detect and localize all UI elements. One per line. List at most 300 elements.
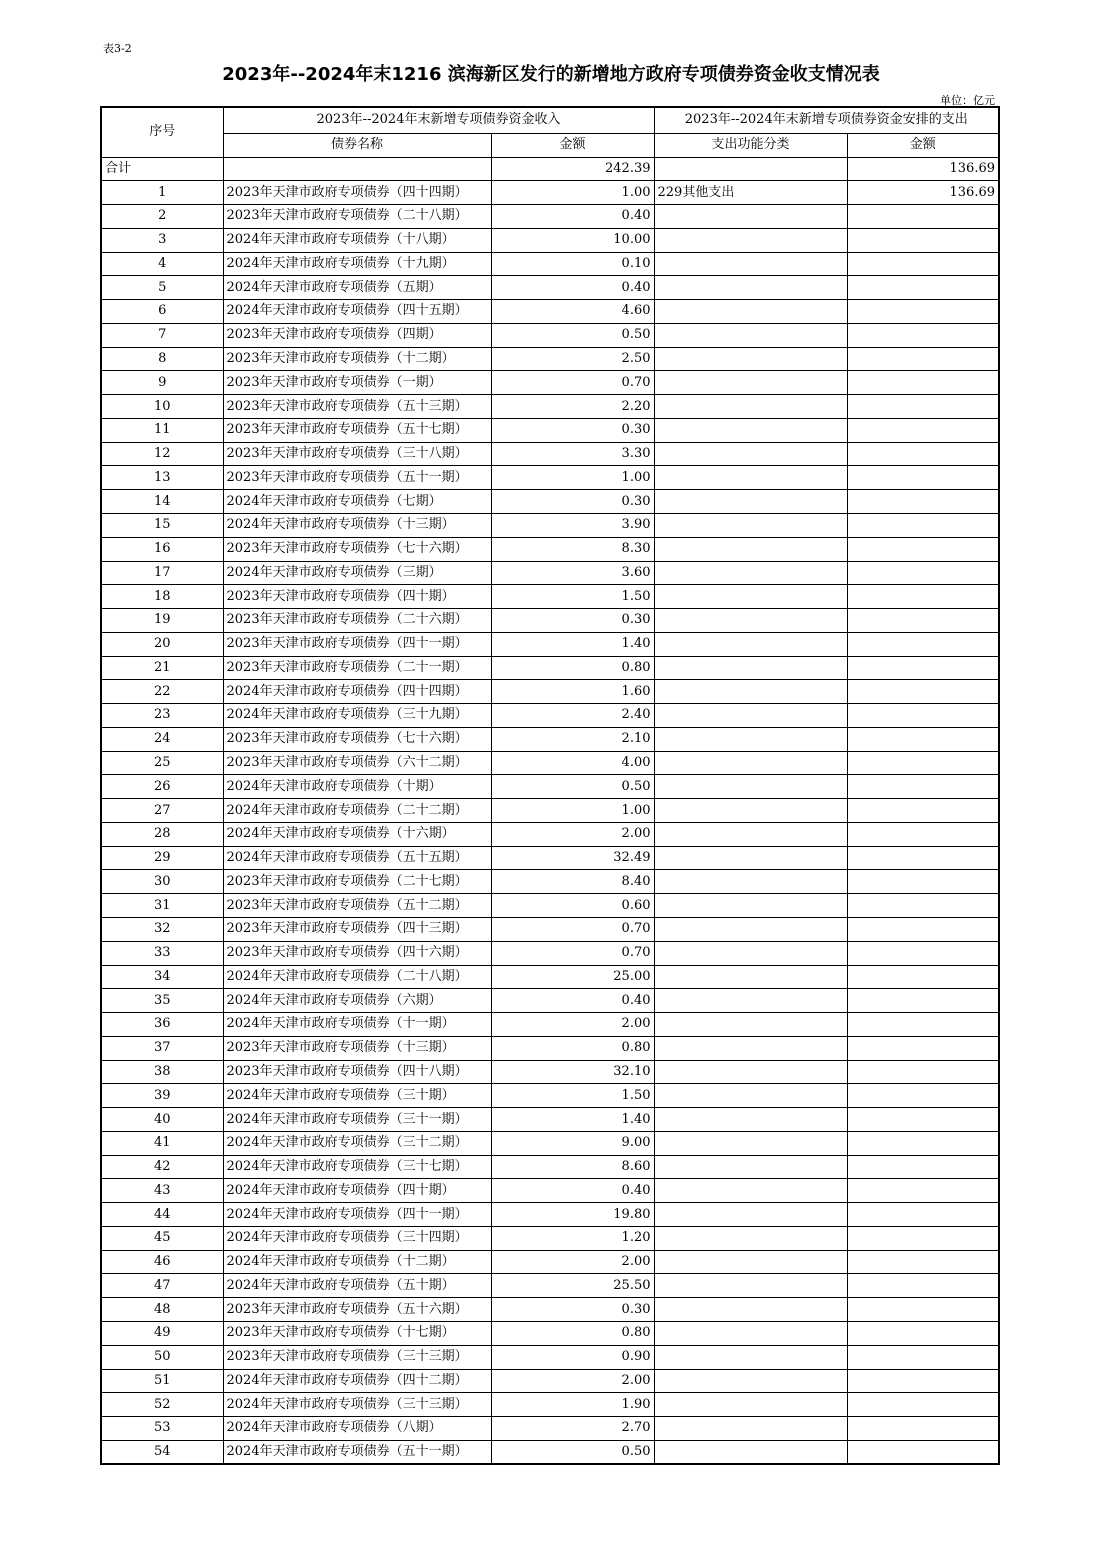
row-bond-name: 2023年天津市政府专项债券（七十六期）: [223, 537, 491, 561]
table-row: [101, 1036, 999, 1060]
row-amount2: [847, 1084, 999, 1108]
total-income: 242.39: [491, 157, 654, 181]
row-seq: 22: [101, 680, 223, 704]
row-amount2: [847, 632, 999, 656]
row-func-class: [654, 1131, 847, 1155]
row-func-class: [654, 1108, 847, 1132]
row-bond-name: 2024年天津市政府专项债券（四十五期）: [223, 300, 491, 324]
row-amount: 0.30: [491, 609, 654, 633]
table-row: [101, 323, 999, 347]
row-bond-name: 2024年天津市政府专项债券（八期）: [223, 1417, 491, 1441]
row-func-class: [654, 276, 847, 300]
row-seq: 13: [101, 466, 223, 490]
table-row: [101, 371, 999, 395]
row-seq: 47: [101, 1274, 223, 1298]
total-func-empty: [654, 157, 847, 181]
row-seq: 6: [101, 300, 223, 324]
row-amount2: [847, 680, 999, 704]
row-amount2: [847, 1322, 999, 1346]
row-amount: 4.00: [491, 751, 654, 775]
row-func-class: [654, 442, 847, 466]
row-func-class: [654, 300, 847, 324]
row-seq: 24: [101, 727, 223, 751]
row-amount2: [847, 585, 999, 609]
row-func-class: [654, 347, 847, 371]
table-row: [101, 395, 999, 419]
row-seq: 33: [101, 941, 223, 965]
row-amount2: [847, 228, 999, 252]
row-amount: 0.40: [491, 1179, 654, 1203]
row-amount2: [847, 561, 999, 585]
row-func-class: [654, 870, 847, 894]
table-row: [101, 989, 999, 1013]
row-bond-name: 2023年天津市政府专项债券（五十一期）: [223, 466, 491, 490]
row-seq: 1: [101, 181, 223, 205]
row-amount: 0.50: [491, 775, 654, 799]
row-seq: 35: [101, 989, 223, 1013]
header-amount2: 金额: [847, 133, 999, 157]
row-amount2: [847, 371, 999, 395]
row-amount: 1.50: [491, 585, 654, 609]
row-amount: 0.90: [491, 1345, 654, 1369]
row-amount2: [847, 347, 999, 371]
row-bond-name: 2024年天津市政府专项债券（三十一期）: [223, 1108, 491, 1132]
table-row: [101, 918, 999, 942]
row-func-class: [654, 1322, 847, 1346]
row-amount2: [847, 466, 999, 490]
row-amount: 1.00: [491, 799, 654, 823]
table-row: [101, 418, 999, 442]
row-bond-name: 2023年天津市政府专项债券（二十六期）: [223, 609, 491, 633]
row-bond-name: 2024年天津市政府专项债券（四十二期）: [223, 1369, 491, 1393]
row-amount: 1.90: [491, 1393, 654, 1417]
row-seq: 14: [101, 490, 223, 514]
row-func-class: [654, 1440, 847, 1464]
table-row: [101, 822, 999, 846]
row-amount: 8.40: [491, 870, 654, 894]
table-row: [101, 656, 999, 680]
row-amount2: [847, 418, 999, 442]
row-amount2: [847, 1298, 999, 1322]
row-amount2: [847, 1013, 999, 1037]
header-amount: 金额: [491, 133, 654, 157]
row-amount: 2.20: [491, 395, 654, 419]
row-bond-name: 2023年天津市政府专项债券（二十八期）: [223, 205, 491, 229]
header-expense-group: 2023年--2024年末新增专项债券资金安排的支出: [654, 107, 999, 133]
row-seq: 45: [101, 1226, 223, 1250]
row-seq: 25: [101, 751, 223, 775]
row-amount: 9.00: [491, 1131, 654, 1155]
row-func-class: [654, 252, 847, 276]
row-amount2: [847, 323, 999, 347]
unit-label: 单位：亿元: [940, 94, 995, 107]
row-amount: 8.60: [491, 1155, 654, 1179]
row-bond-name: 2023年天津市政府专项债券（五十七期）: [223, 418, 491, 442]
table-row: [101, 680, 999, 704]
table-row: [101, 347, 999, 371]
row-func-class: [654, 1298, 847, 1322]
row-amount: 1.60: [491, 680, 654, 704]
row-seq: 2: [101, 205, 223, 229]
table-number: 表3-2: [103, 42, 132, 55]
table-row: [101, 490, 999, 514]
row-amount: 0.10: [491, 252, 654, 276]
row-func-class: [654, 1013, 847, 1037]
page-title: 2023年--2024年末1216 滨海新区发行的新增地方政府专项债券资金收支情况表: [222, 64, 880, 85]
row-seq: 12: [101, 442, 223, 466]
table-row: [101, 846, 999, 870]
row-amount: 2.40: [491, 704, 654, 728]
row-bond-name: 2023年天津市政府专项债券（四十期）: [223, 585, 491, 609]
row-bond-name: 2023年天津市政府专项债券（四期）: [223, 323, 491, 347]
row-amount: 0.30: [491, 490, 654, 514]
row-seq: 39: [101, 1084, 223, 1108]
row-bond-name: 2024年天津市政府专项债券（四十期）: [223, 1179, 491, 1203]
row-seq: 44: [101, 1203, 223, 1227]
row-amount2: [847, 846, 999, 870]
row-bond-name: 2024年天津市政府专项债券（十六期）: [223, 822, 491, 846]
table-row: [101, 1345, 999, 1369]
row-seq: 20: [101, 632, 223, 656]
row-amount: 0.80: [491, 1322, 654, 1346]
row-bond-name: 2024年天津市政府专项债券（十八期）: [223, 228, 491, 252]
table-row: [101, 442, 999, 466]
row-amount: 0.80: [491, 1036, 654, 1060]
row-func-class: [654, 1345, 847, 1369]
table-row: [101, 1179, 999, 1203]
table-row: [101, 561, 999, 585]
row-amount2: [847, 1108, 999, 1132]
row-bond-name: 2023年天津市政府专项债券（十二期）: [223, 347, 491, 371]
row-func-class: [654, 894, 847, 918]
row-bond-name: 2023年天津市政府专项债券（二十七期）: [223, 870, 491, 894]
header-func-class: 支出功能分类: [654, 133, 847, 157]
total-row: [101, 157, 999, 181]
row-amount2: [847, 1417, 999, 1441]
row-amount2: [847, 276, 999, 300]
row-seq: 36: [101, 1013, 223, 1037]
row-seq: 41: [101, 1131, 223, 1155]
row-amount: 0.50: [491, 1440, 654, 1464]
row-seq: 52: [101, 1393, 223, 1417]
row-amount: 0.70: [491, 371, 654, 395]
row-seq: 5: [101, 276, 223, 300]
row-amount2: [847, 870, 999, 894]
table-row: [101, 1060, 999, 1084]
table-row: [101, 1417, 999, 1441]
row-amount2: [847, 775, 999, 799]
row-func-class: [654, 1393, 847, 1417]
row-seq: 48: [101, 1298, 223, 1322]
table-row: [101, 1155, 999, 1179]
table-row: [101, 965, 999, 989]
row-bond-name: 2024年天津市政府专项债券（三十期）: [223, 1084, 491, 1108]
row-bond-name: 2023年天津市政府专项债券（二十一期）: [223, 656, 491, 680]
row-amount: 2.00: [491, 822, 654, 846]
row-seq: 3: [101, 228, 223, 252]
row-func-class: [654, 1417, 847, 1441]
header-row-top: [101, 107, 999, 133]
row-amount2: [847, 537, 999, 561]
row-amount: 2.50: [491, 347, 654, 371]
row-bond-name: 2024年天津市政府专项债券（十三期）: [223, 513, 491, 537]
table-row: [101, 513, 999, 537]
row-amount: 0.70: [491, 941, 654, 965]
row-amount: 1.00: [491, 181, 654, 205]
table-row: [101, 1322, 999, 1346]
row-bond-name: 2023年天津市政府专项债券（四十三期）: [223, 918, 491, 942]
table-row: [101, 704, 999, 728]
total-label: 合计: [101, 157, 223, 181]
total-empty: [223, 157, 491, 181]
row-amount2: [847, 1155, 999, 1179]
row-func-class: [654, 1060, 847, 1084]
table-row: [101, 1203, 999, 1227]
row-amount2: [847, 1274, 999, 1298]
table-row: [101, 1084, 999, 1108]
row-func-class: [654, 371, 847, 395]
row-bond-name: 2024年天津市政府专项债券（五十五期）: [223, 846, 491, 870]
row-amount2: [847, 751, 999, 775]
row-func-class: [654, 323, 847, 347]
row-seq: 21: [101, 656, 223, 680]
total-expense: 136.69: [847, 157, 999, 181]
row-func-class: [654, 680, 847, 704]
row-bond-name: 2023年天津市政府专项债券（十三期）: [223, 1036, 491, 1060]
table-row: [101, 252, 999, 276]
row-func-class: [654, 561, 847, 585]
row-amount2: [847, 1226, 999, 1250]
row-func-class: [654, 1155, 847, 1179]
row-amount: 3.60: [491, 561, 654, 585]
row-seq: 8: [101, 347, 223, 371]
row-seq: 4: [101, 252, 223, 276]
row-seq: 29: [101, 846, 223, 870]
row-amount: 0.50: [491, 323, 654, 347]
row-seq: 18: [101, 585, 223, 609]
row-bond-name: 2024年天津市政府专项债券（三十九期）: [223, 704, 491, 728]
row-bond-name: 2023年天津市政府专项债券（四十四期）: [223, 181, 491, 205]
row-seq: 34: [101, 965, 223, 989]
row-func-class: [654, 466, 847, 490]
table-row: [101, 1226, 999, 1250]
row-func-class: [654, 751, 847, 775]
row-amount: 0.30: [491, 418, 654, 442]
row-func-class: [654, 490, 847, 514]
row-bond-name: 2023年天津市政府专项债券（五十二期）: [223, 894, 491, 918]
row-func-class: [654, 228, 847, 252]
row-bond-name: 2024年天津市政府专项债券（四十一期）: [223, 1203, 491, 1227]
row-seq: 43: [101, 1179, 223, 1203]
table-row: [101, 609, 999, 633]
row-func-class: [654, 1226, 847, 1250]
row-amount: 1.50: [491, 1084, 654, 1108]
row-bond-name: 2023年天津市政府专项债券（五十三期）: [223, 395, 491, 419]
table-row: [101, 1108, 999, 1132]
row-amount: 1.40: [491, 1108, 654, 1132]
row-amount: 0.30: [491, 1298, 654, 1322]
row-func-class: [654, 537, 847, 561]
row-func-class: [654, 846, 847, 870]
row-bond-name: 2023年天津市政府专项债券（七十六期）: [223, 727, 491, 751]
table-row: [101, 775, 999, 799]
row-func-class: [654, 1036, 847, 1060]
row-amount: 4.60: [491, 300, 654, 324]
row-amount2: [847, 1203, 999, 1227]
row-amount: 2.70: [491, 1417, 654, 1441]
row-func-class: [654, 799, 847, 823]
row-bond-name: 2024年天津市政府专项债券（四十四期）: [223, 680, 491, 704]
table-row: [101, 870, 999, 894]
row-func-class: [654, 205, 847, 229]
row-amount: 32.49: [491, 846, 654, 870]
row-amount: 8.30: [491, 537, 654, 561]
row-seq: 16: [101, 537, 223, 561]
row-func-class: [654, 704, 847, 728]
row-seq: 11: [101, 418, 223, 442]
row-func-class: [654, 727, 847, 751]
row-func-class: 229其他支出: [654, 181, 847, 205]
row-seq: 23: [101, 704, 223, 728]
table-row: [101, 1369, 999, 1393]
row-amount2: [847, 252, 999, 276]
row-amount: 25.50: [491, 1274, 654, 1298]
row-amount2: [847, 1369, 999, 1393]
row-seq: 31: [101, 894, 223, 918]
row-seq: 9: [101, 371, 223, 395]
row-func-class: [654, 1179, 847, 1203]
row-amount: 25.00: [491, 965, 654, 989]
row-func-class: [654, 395, 847, 419]
row-amount2: [847, 727, 999, 751]
row-seq: 51: [101, 1369, 223, 1393]
row-bond-name: 2024年天津市政府专项债券（十九期）: [223, 252, 491, 276]
row-amount2: [847, 395, 999, 419]
row-amount2: [847, 1393, 999, 1417]
row-bond-name: 2024年天津市政府专项债券（二十八期）: [223, 965, 491, 989]
table-row: [101, 799, 999, 823]
row-func-class: [654, 989, 847, 1013]
table-row: [101, 537, 999, 561]
table-row: [101, 1393, 999, 1417]
header-income-group: 2023年--2024年末新增专项债券资金收入: [223, 107, 654, 133]
row-func-class: [654, 632, 847, 656]
row-amount2: [847, 1440, 999, 1464]
row-seq: 32: [101, 918, 223, 942]
row-bond-name: 2023年天津市政府专项债券（五十六期）: [223, 1298, 491, 1322]
row-func-class: [654, 1369, 847, 1393]
table-row: [101, 181, 999, 205]
row-bond-name: 2023年天津市政府专项债券（三十八期）: [223, 442, 491, 466]
table-row: [101, 1131, 999, 1155]
table-row: [101, 894, 999, 918]
row-amount: 32.10: [491, 1060, 654, 1084]
row-amount2: [847, 1345, 999, 1369]
row-seq: 10: [101, 395, 223, 419]
row-bond-name: 2024年天津市政府专项债券（五十期）: [223, 1274, 491, 1298]
row-seq: 38: [101, 1060, 223, 1084]
row-amount: 0.70: [491, 918, 654, 942]
table-row: [101, 632, 999, 656]
row-bond-name: 2024年天津市政府专项债券（三期）: [223, 561, 491, 585]
row-amount: 2.00: [491, 1013, 654, 1037]
row-func-class: [654, 513, 847, 537]
table-row: [101, 585, 999, 609]
row-amount2: 136.69: [847, 181, 999, 205]
row-amount2: [847, 965, 999, 989]
row-bond-name: 2023年天津市政府专项债券（一期）: [223, 371, 491, 395]
row-bond-name: 2024年天津市政府专项债券（十二期）: [223, 1250, 491, 1274]
row-func-class: [654, 656, 847, 680]
row-bond-name: 2024年天津市政府专项债券（十期）: [223, 775, 491, 799]
row-amount2: [847, 1036, 999, 1060]
row-amount: 0.60: [491, 894, 654, 918]
row-amount: 1.40: [491, 632, 654, 656]
row-amount2: [847, 513, 999, 537]
row-func-class: [654, 609, 847, 633]
row-bond-name: 2024年天津市政府专项债券（七期）: [223, 490, 491, 514]
table-row: [101, 228, 999, 252]
row-seq: 54: [101, 1440, 223, 1464]
row-func-class: [654, 775, 847, 799]
row-amount2: [847, 989, 999, 1013]
table-row: [101, 300, 999, 324]
row-seq: 30: [101, 870, 223, 894]
row-seq: 7: [101, 323, 223, 347]
row-amount2: [847, 941, 999, 965]
row-bond-name: 2023年天津市政府专项债券（四十八期）: [223, 1060, 491, 1084]
row-bond-name: 2024年天津市政府专项债券（五十一期）: [223, 1440, 491, 1464]
row-seq: 42: [101, 1155, 223, 1179]
row-amount: 0.40: [491, 276, 654, 300]
row-bond-name: 2024年天津市政府专项债券（三十四期）: [223, 1226, 491, 1250]
row-amount2: [847, 1060, 999, 1084]
row-bond-name: 2024年天津市政府专项债券（六期）: [223, 989, 491, 1013]
table-row: [101, 941, 999, 965]
row-amount: 3.30: [491, 442, 654, 466]
row-func-class: [654, 941, 847, 965]
row-seq: 19: [101, 609, 223, 633]
row-amount2: [847, 894, 999, 918]
row-amount2: [847, 656, 999, 680]
row-bond-name: 2024年天津市政府专项债券（二十二期）: [223, 799, 491, 823]
row-amount2: [847, 490, 999, 514]
table-row: [101, 276, 999, 300]
row-amount: 19.80: [491, 1203, 654, 1227]
row-amount2: [847, 442, 999, 466]
row-amount: 1.00: [491, 466, 654, 490]
row-func-class: [654, 585, 847, 609]
row-seq: 26: [101, 775, 223, 799]
row-amount2: [847, 609, 999, 633]
row-seq: 50: [101, 1345, 223, 1369]
row-bond-name: 2024年天津市政府专项债券（五期）: [223, 276, 491, 300]
row-bond-name: 2023年天津市政府专项债券（六十二期）: [223, 751, 491, 775]
row-amount2: [847, 300, 999, 324]
row-func-class: [654, 1203, 847, 1227]
row-bond-name: 2023年天津市政府专项债券（十七期）: [223, 1322, 491, 1346]
row-func-class: [654, 965, 847, 989]
row-amount2: [847, 1250, 999, 1274]
table-row: [101, 1013, 999, 1037]
row-func-class: [654, 1084, 847, 1108]
row-amount: 2.00: [491, 1250, 654, 1274]
row-amount: 2.00: [491, 1369, 654, 1393]
row-seq: 15: [101, 513, 223, 537]
row-func-class: [654, 418, 847, 442]
row-bond-name: 2024年天津市政府专项债券（十一期）: [223, 1013, 491, 1037]
row-func-class: [654, 1274, 847, 1298]
